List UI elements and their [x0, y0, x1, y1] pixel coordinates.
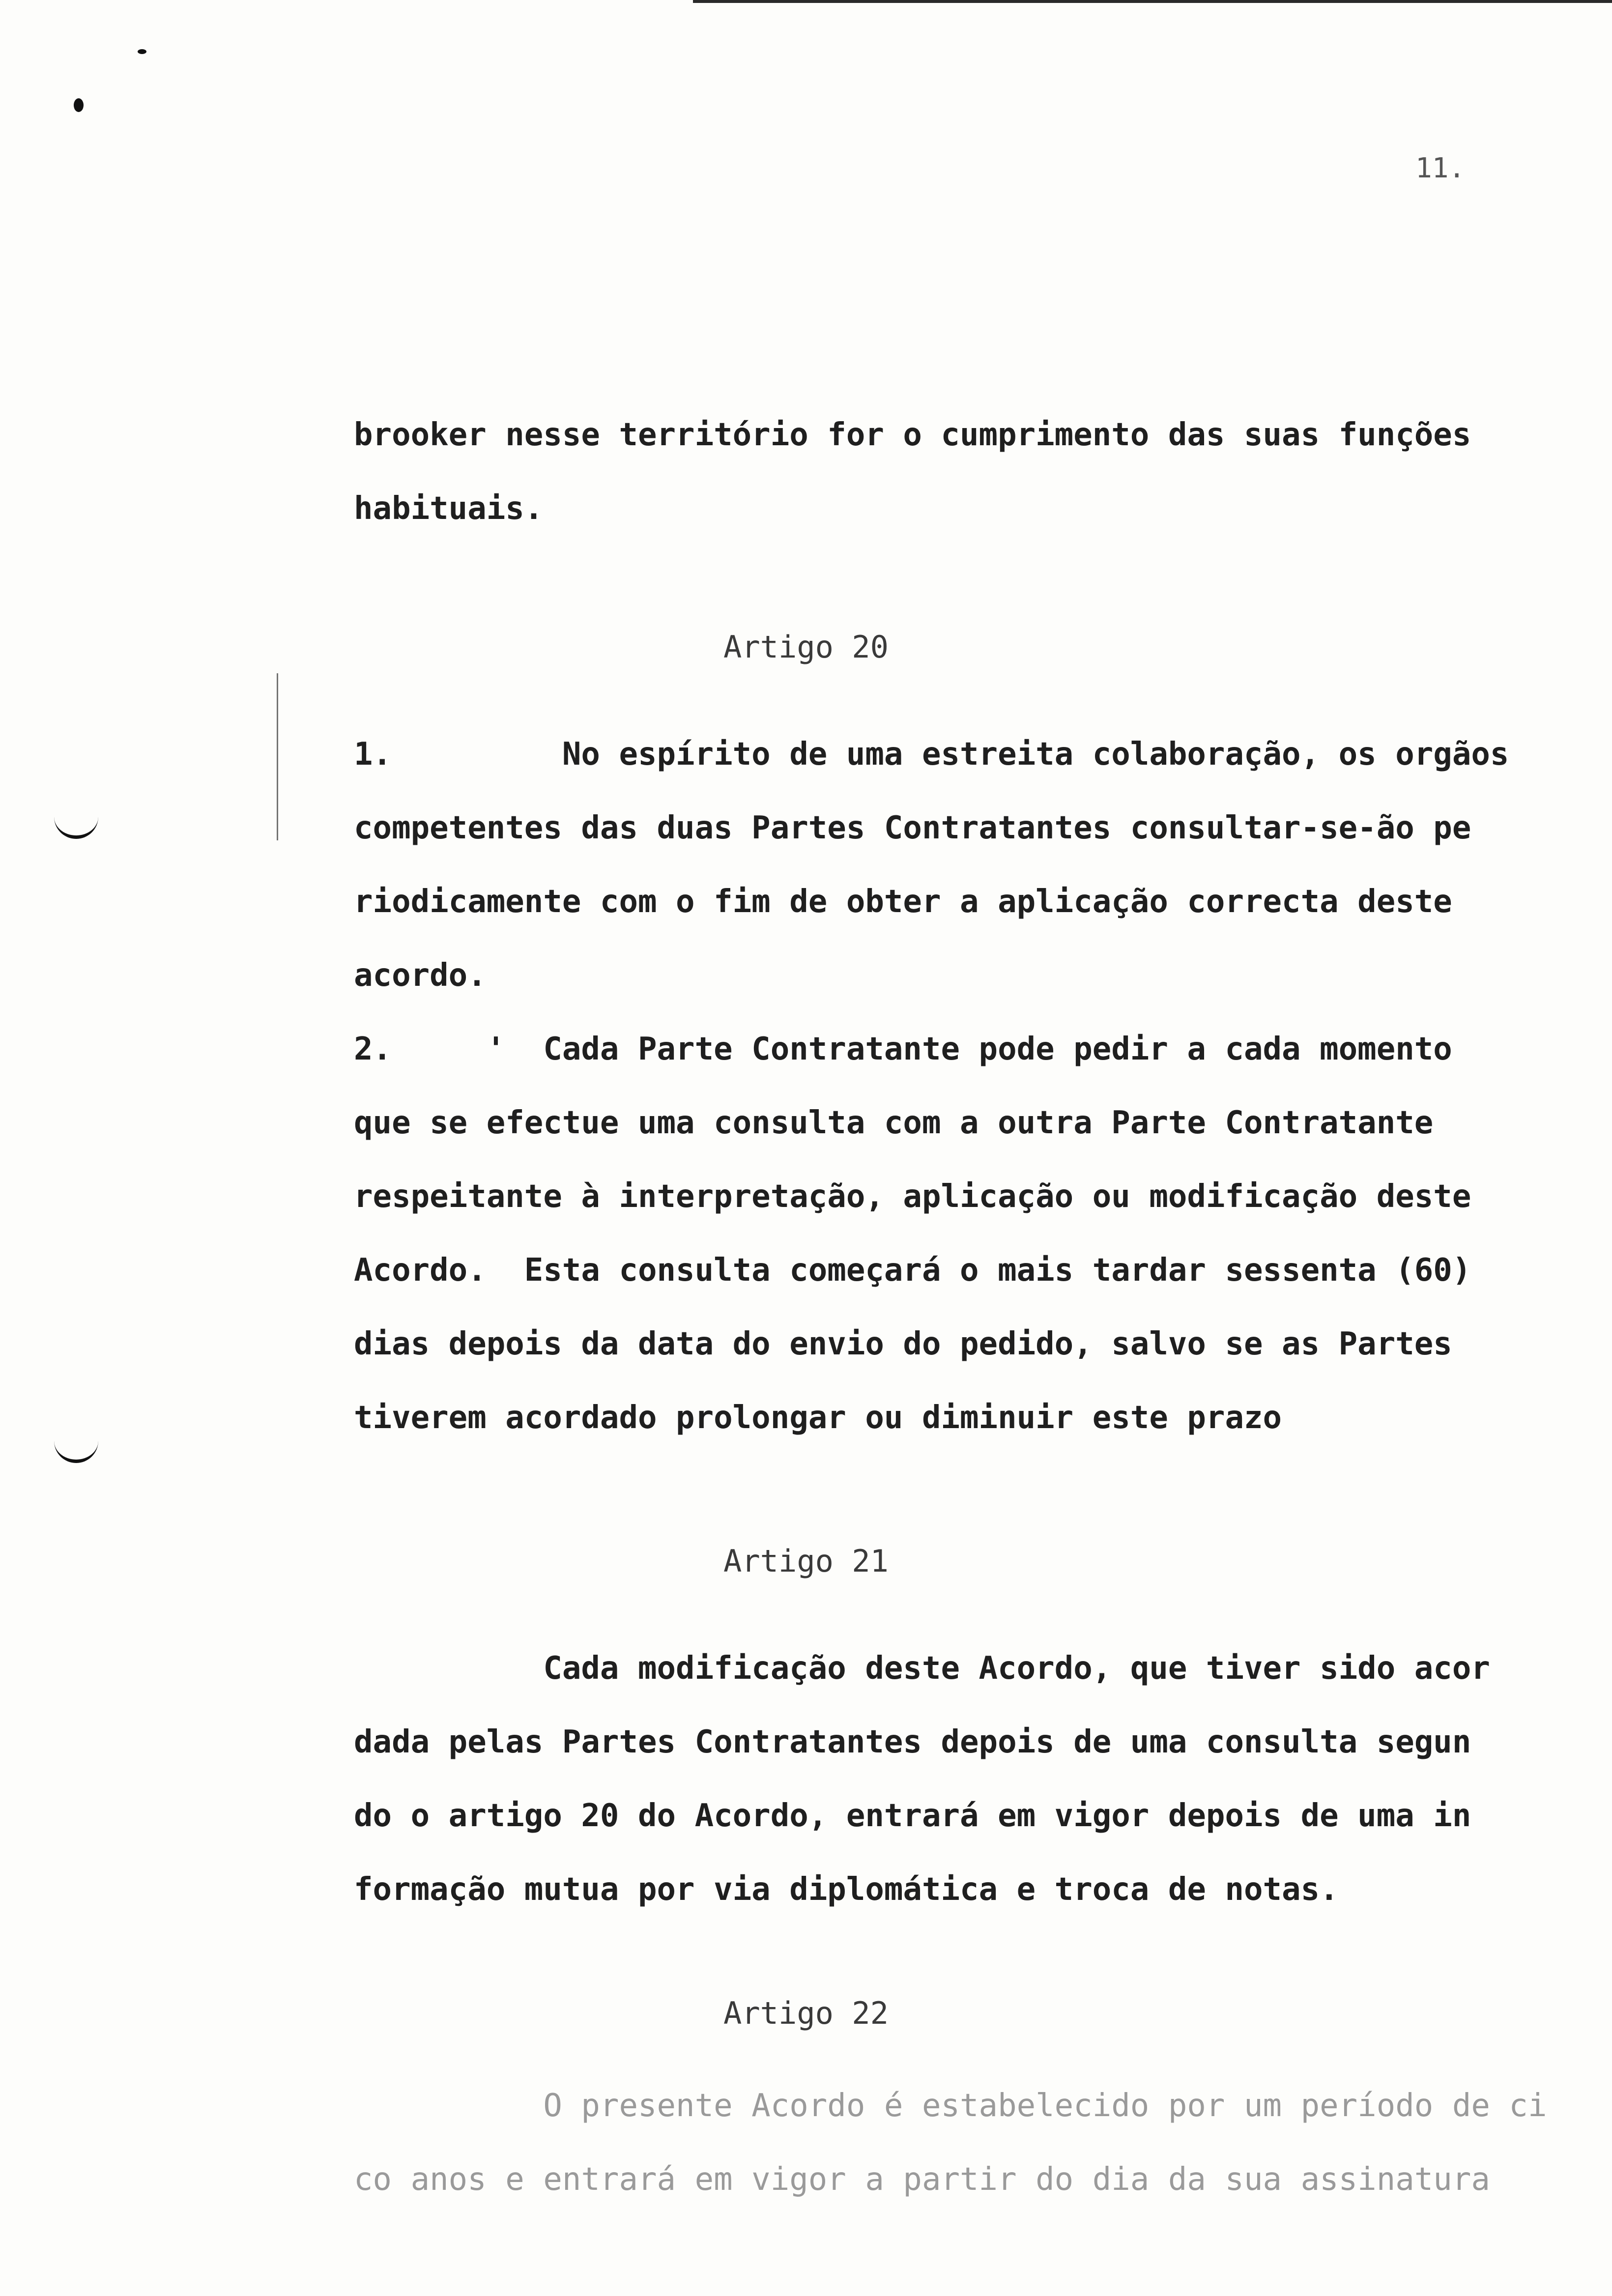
margin-dot-mark	[138, 49, 146, 54]
article-21-heading: Artigo 21	[723, 1543, 889, 1579]
text-line: 2. ' Cada Parte Contratante pode pedir a cada momento	[354, 1031, 1452, 1067]
text-line: riodicamente com o fim de obter a aplicação correcta deste	[354, 884, 1452, 920]
article-20-paragraph-1	[354, 718, 1553, 1012]
punch-hole-mark	[54, 1440, 98, 1463]
text-line: acordo.	[354, 957, 487, 994]
text-line: habituais.	[354, 490, 544, 527]
article-21-paragraph	[354, 1632, 1553, 1926]
top-edge-rule	[693, 0, 1612, 3]
article-20-heading: Artigo 20	[723, 629, 889, 665]
continuation-paragraph	[354, 398, 1553, 545]
article-22-heading: Artigo 22	[723, 1995, 889, 2031]
punch-hole-mark	[54, 816, 98, 839]
text-line: que se efectue uma consulta com a outra Parte Contratante	[354, 1105, 1434, 1141]
text-line: co anos e entrará em vigor a partir do dia da sua assinatura	[354, 2161, 1490, 2198]
text-line: competentes das duas Partes Contratantes consultar-se-ão pe	[354, 810, 1471, 846]
text-line: Cada modificação deste Acordo, que tiver sido acor	[354, 1650, 1490, 1687]
margin-line	[277, 673, 278, 840]
text-line: dias depois da data do envio do pedido, salvo se as Partes	[354, 1326, 1452, 1362]
text-line: brooker nesse território for o cumprimento das suas funções	[354, 417, 1471, 453]
article-20-paragraph-2	[354, 1012, 1553, 1455]
text-line: do o artigo 20 do Acordo, entrará em vigor depois de uma in	[354, 1798, 1471, 1834]
text-line: tiverem acordado prolongar ou diminuir este prazo	[354, 1400, 1282, 1436]
text-line: 1. No espírito de uma estreita colaboração, os orgãos	[354, 736, 1509, 773]
margin-dot-mark	[74, 98, 84, 112]
text-line: O presente Acordo é estabelecido por um período de ci	[354, 2088, 1547, 2124]
text-line: Acordo. Esta consulta começará o mais tardar sessenta (60)	[354, 1252, 1471, 1289]
page-number: 11.	[1415, 152, 1466, 184]
article-22-paragraph	[354, 2069, 1553, 2216]
text-line: dada pelas Partes Contratantes depois de uma consulta segun	[354, 1724, 1471, 1760]
text-line: formação mutua por via diplomática e troca de notas.	[354, 1871, 1339, 1908]
text-line: respeitante à interpretação, aplicação ou modificação deste	[354, 1178, 1471, 1215]
